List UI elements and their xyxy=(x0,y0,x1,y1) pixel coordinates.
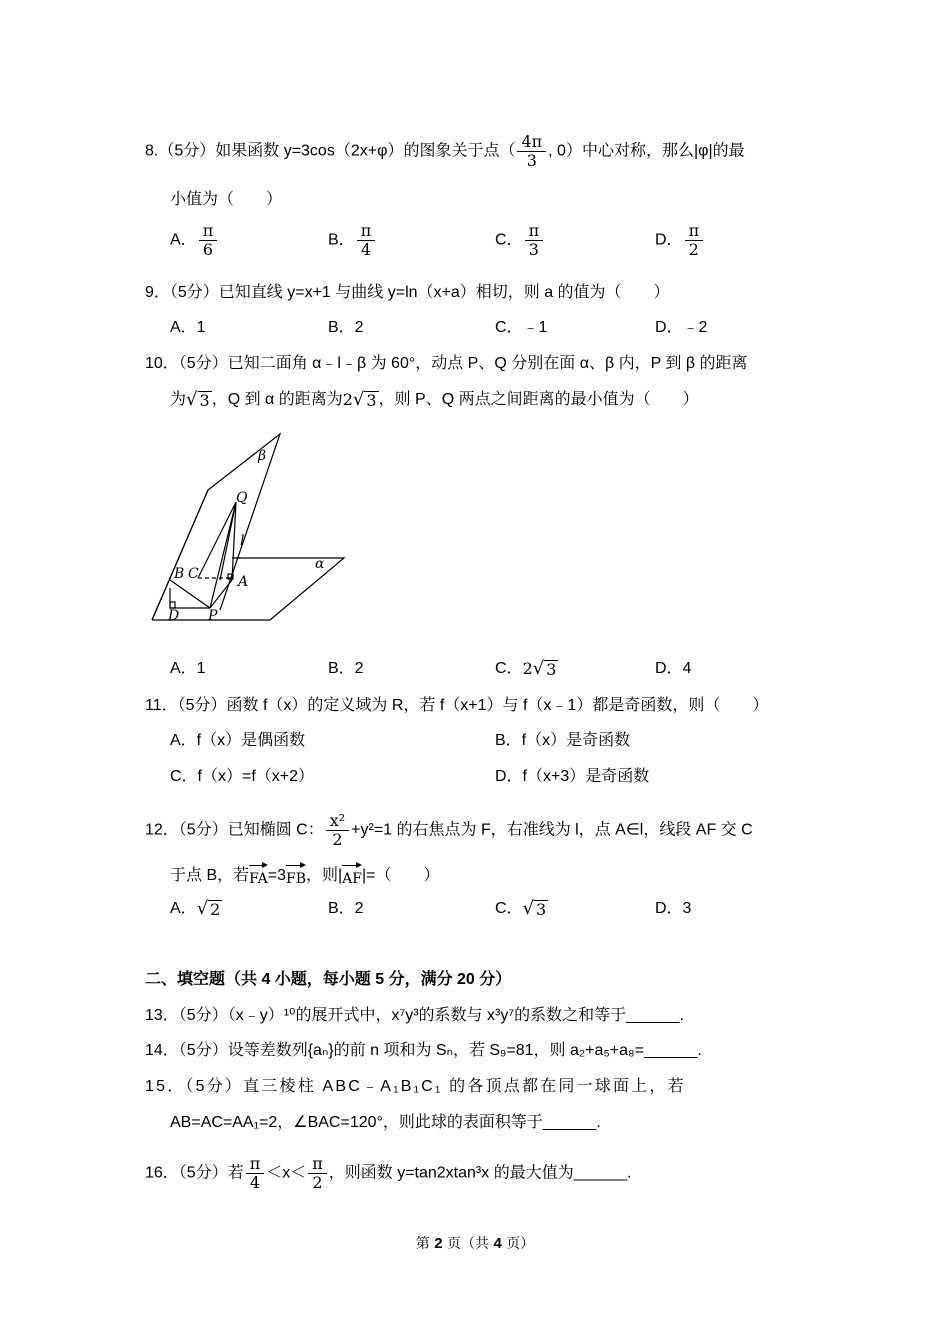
q12-fraction: $\frac{\text{x²}}{2}$ xyxy=(326,812,349,849)
vector-AF: AF xyxy=(342,863,362,889)
q10-line2: 为 √ 3 ，Q 到 α 的距离为 2 √ 3 ，则 P、Q 两点之间距离的最小值为（ ） xyxy=(170,389,699,410)
total-page-number: 4 xyxy=(493,1235,502,1252)
q10-option-a: A．1 xyxy=(170,660,206,677)
q9-option-a: A．1 xyxy=(170,319,206,336)
q9-option-c: C．﹣1 xyxy=(495,319,548,336)
vector-FB: FB xyxy=(286,863,306,889)
label-P: P xyxy=(208,608,218,624)
q11-option-b: B．f（x）是奇函数 xyxy=(495,732,631,749)
q12-line1: 12．（5分）已知椭圆 C： $\frac{\text{x²}}{2}$ +y²=1 的右焦点为 F，右准线为 l，点 A∈l，线段 AF 交 C xyxy=(145,811,753,849)
label-Q: Q xyxy=(236,490,248,506)
q15-line1: 15．（5分）直三棱柱 ABC﹣A₁B₁C₁ 的各顶点都在同一球面上，若 xyxy=(145,1078,686,1095)
q11-option-d: D．f（x+3）是奇函数 xyxy=(495,768,650,785)
q15-line2: AB=AC=AA₁=2，∠BAC=120°，则此球的表面积等于______. xyxy=(170,1114,601,1131)
q11-option-c: C．f（x）=f（x+2） xyxy=(170,768,315,785)
q10-sqrt-3: √ 3 xyxy=(186,389,210,410)
q9-option-b: B．2 xyxy=(328,319,364,336)
q8-option-d: D． $\frac{\pi}{2}$ xyxy=(655,222,705,259)
label-alpha: α xyxy=(315,556,325,572)
q16-line: 16．（5分）若 $\frac{\pi}{4}$ ＜x＜ $\frac{\pi}{2}$ ，则函数 y=tan2xtan³x 的最大值为______. xyxy=(145,1154,632,1192)
q8-fraction xyxy=(517,133,546,170)
q12-option-a: A． √ 2 xyxy=(170,898,221,919)
q11-text: 11．（5分）函数 f（x）的定义域为 R，若 f（x+1）与 f（x﹣1）都是奇函数，则（ ） xyxy=(145,697,769,714)
q10-option-b: B．2 xyxy=(328,660,364,677)
q13-text: 13．（5分）（x﹣y）¹⁰的展开式中，x⁷y³的系数与 x³y⁷的系数之和等于______. xyxy=(145,1007,684,1024)
q9-text: 9．（5分）已知直线 y=x+1 与曲线 y=ln（x+a）相切，则 a 的值为（ ） xyxy=(145,284,670,301)
q12-option-d: D．3 xyxy=(655,900,692,917)
q8-line2: 小值为（ ） xyxy=(170,191,283,208)
q8-frac-den: 3 xyxy=(526,151,537,170)
q10-line1: 10．（5分）已知二面角 α﹣l﹣β 为 60°，动点 P、Q 分别在面 α、β 内，P 到 β 的距离 xyxy=(145,355,748,372)
q10-option-d: D．4 xyxy=(655,660,692,677)
q8-frac-num: 4π xyxy=(517,133,546,152)
dihedral-angle-figure xyxy=(140,430,355,630)
label-l: l xyxy=(240,533,245,549)
q11-option-a: A．f（x）是偶函数 xyxy=(170,732,306,749)
q14-text: 14．（5分）设等差数列{aₙ}的前 n 项和为 Sₙ，若 S₉=81，则 a₂+a₅+a₈=______. xyxy=(145,1042,702,1059)
q8-option-b: B． $\frac{\pi}{4}$ xyxy=(328,222,377,259)
q12-option-b: B．2 xyxy=(328,900,364,917)
label-beta: β xyxy=(258,448,267,464)
label-D: D xyxy=(168,608,180,624)
q10-2sqrt-3: 2 √ 3 xyxy=(342,389,377,410)
q8-text-a: 8.（5分）如果函数 y=3cos（2x+φ）的图象关于点（ xyxy=(145,142,516,160)
q10-option-c: C． 2 √ 3 xyxy=(495,658,557,679)
q12-option-c: C． √ 3 xyxy=(495,898,547,919)
label-B: B xyxy=(174,566,185,582)
page-footer: 第 2 页（共 4 页） xyxy=(415,1235,535,1252)
section-title-fill-in: 二、填空题（共 4 小题，每小题 5 分，满分 20 分） xyxy=(145,971,512,988)
q9-option-d: D．﹣2 xyxy=(655,319,708,336)
label-A: A xyxy=(238,574,249,590)
q8-line1 xyxy=(145,133,745,170)
q8-option-a: A． $\frac{\pi}{6}$ xyxy=(170,222,219,259)
vector-FA: FA xyxy=(249,863,268,889)
q12-line2: 于点 B，若FA=3FB，则|AF|=（ ） xyxy=(170,863,440,889)
q8-text-b: , 0）中心对称，那么|φ|的最 xyxy=(548,142,745,160)
current-page-number: 2 xyxy=(434,1235,443,1252)
label-C: C xyxy=(188,566,199,582)
q8-option-c: C． $\frac{\pi}{3}$ xyxy=(495,222,545,259)
